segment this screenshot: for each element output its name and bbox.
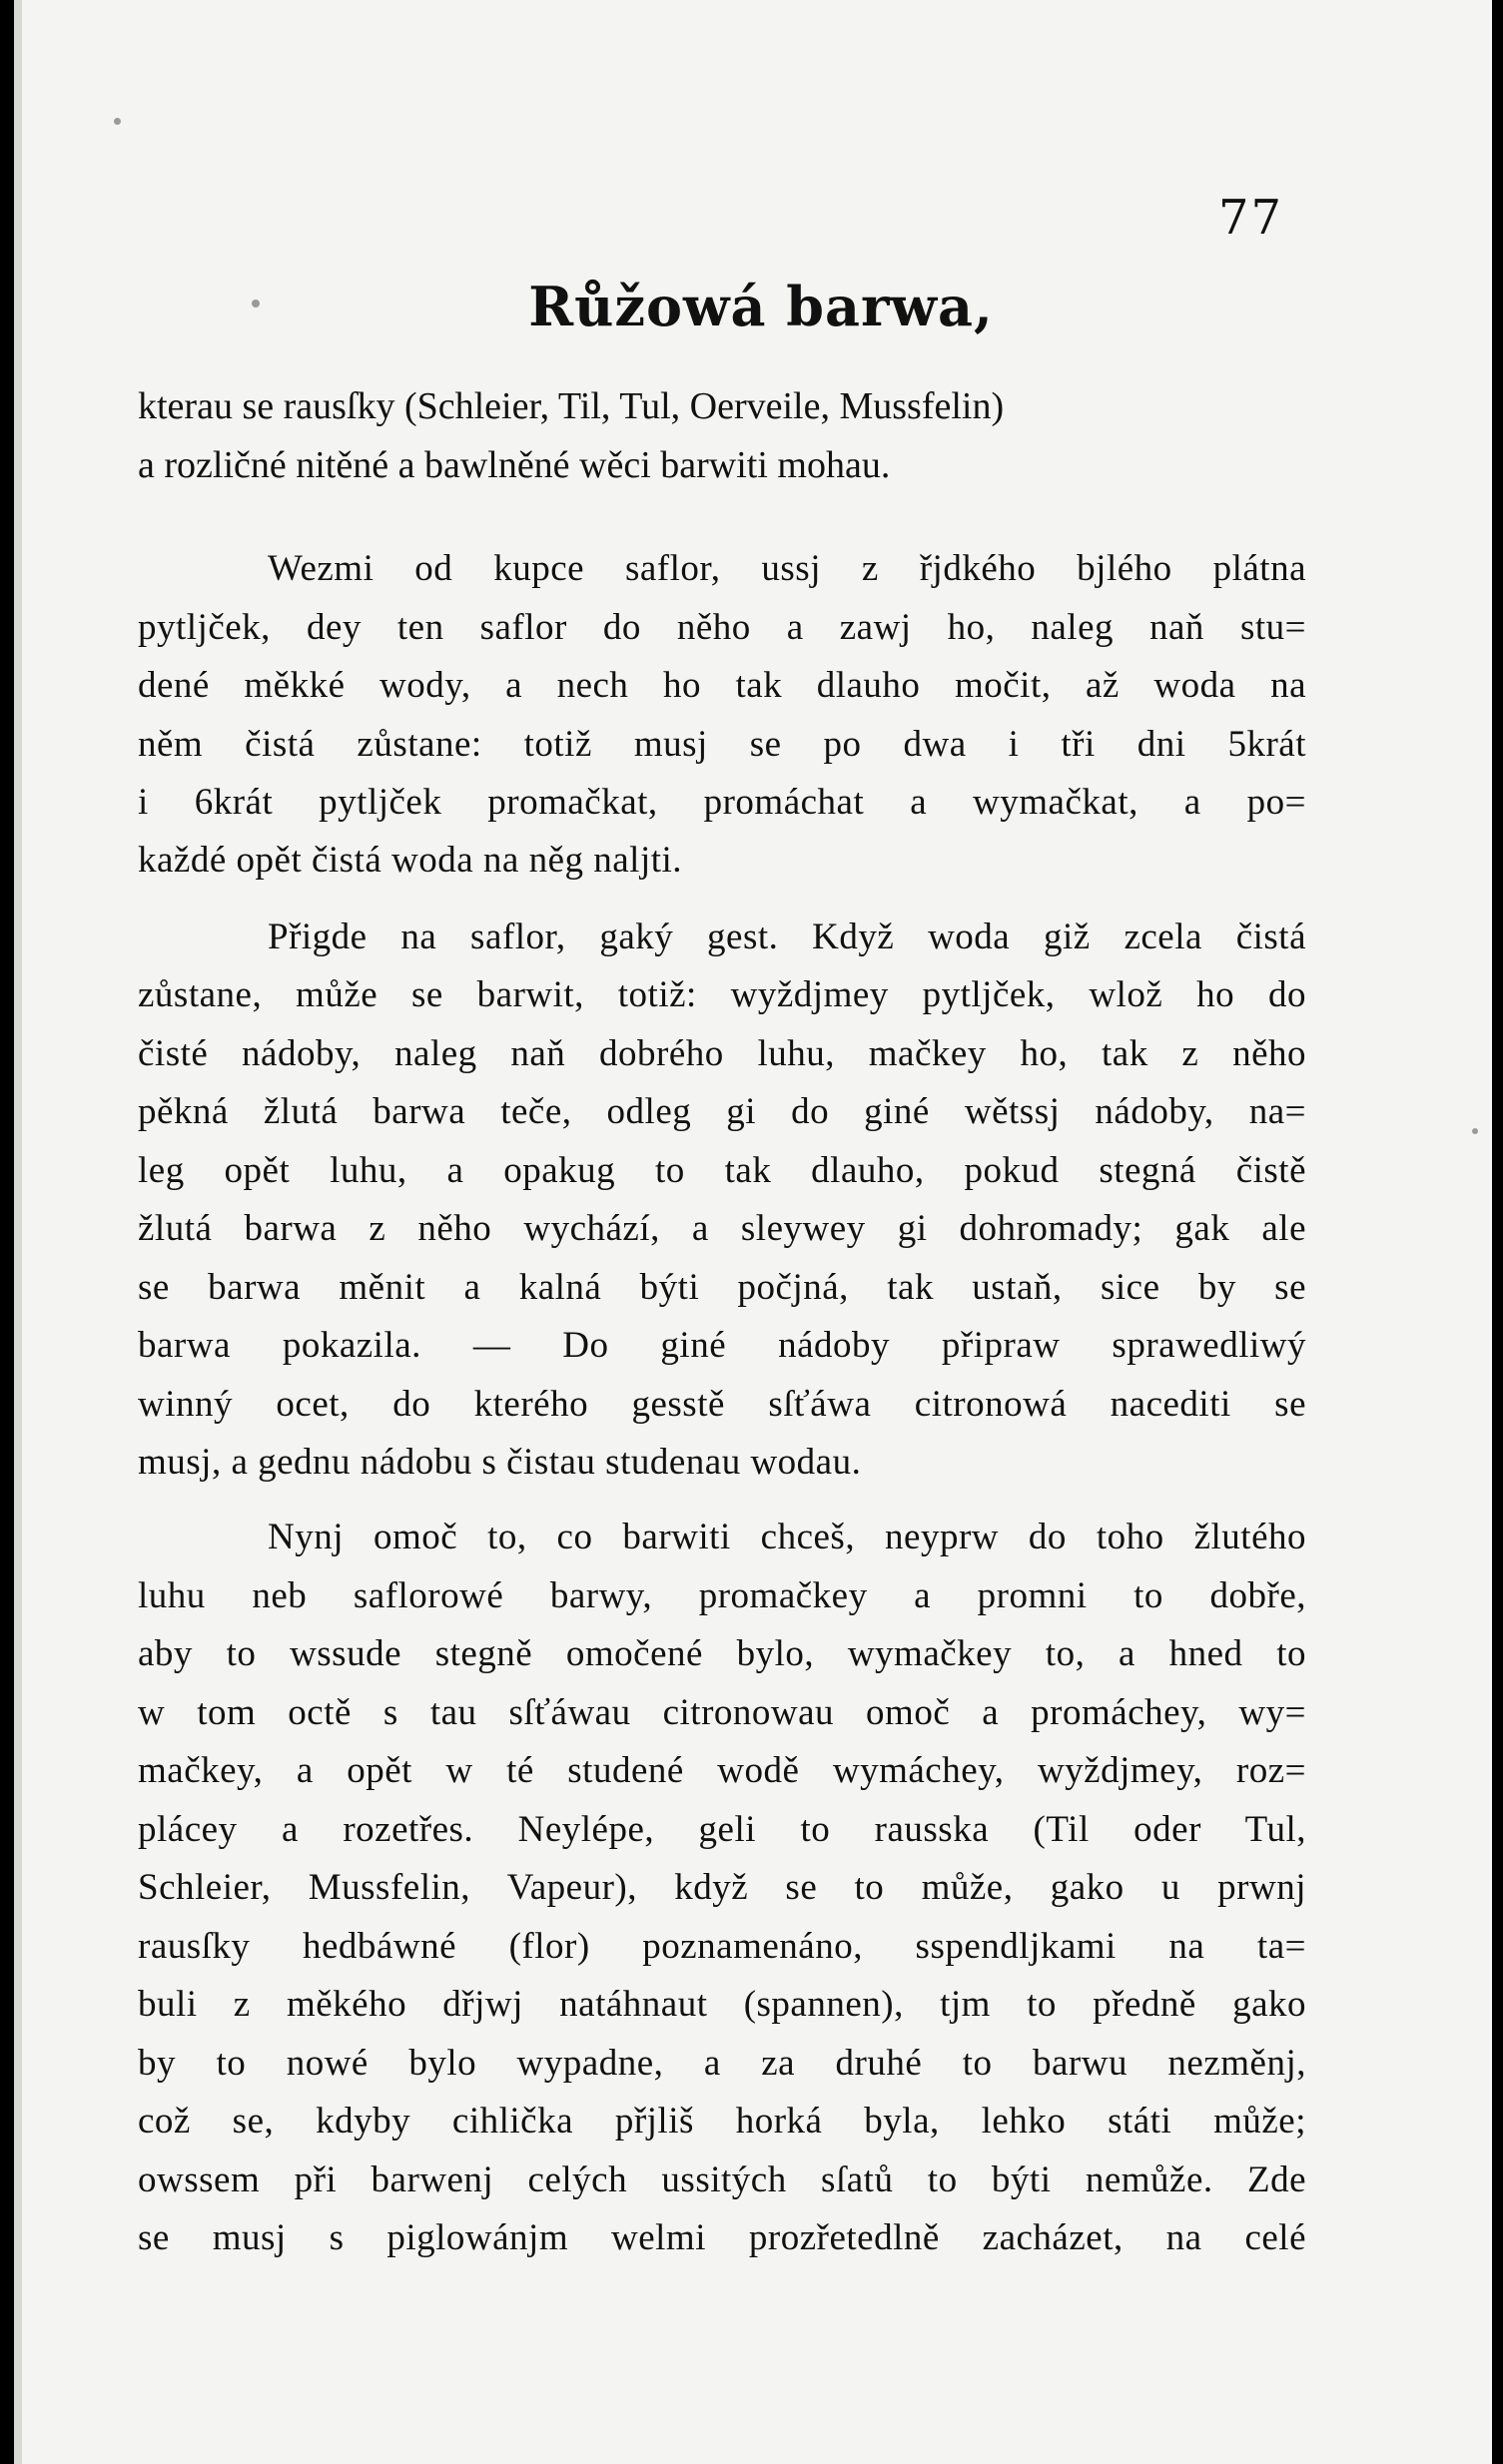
- text-line: w tom octě s tau sſťáwau citronowau omoč a promáchey, wy=: [138, 1692, 1306, 1733]
- text-line: žlutá barwa z něho wychází, a sleywey gi dohromady; gak ale: [138, 1208, 1306, 1249]
- text-line: něm čistá zůstane: totiž musj se po dwa i tři dni 5krát: [138, 724, 1306, 765]
- text-line: Schleier, Mussfelin, Vapeur), když se to může, gako u prwnj: [138, 1867, 1306, 1908]
- section-heading: Růžowá barwa,: [528, 275, 994, 338]
- text-line: mačkey, a opět w té studené wodě wymáchey, wyždjmey, roz=: [138, 1750, 1306, 1791]
- text-line: se barwa měnit a kalná býti počjná, tak ustaň, sice by se: [138, 1267, 1306, 1308]
- page-number: 77: [1218, 190, 1284, 246]
- print-speck: [252, 300, 260, 308]
- text-line: musj, a gednu nádobu s čistau studenau wodau.: [138, 1442, 862, 1483]
- text-line: se musj s piglowánjm welmi prozřetedlně zacházet, na celé: [138, 2217, 1306, 2258]
- text-line: i 6krát pytljček promačkat, promáchat a wymačkat, a po=: [138, 782, 1306, 823]
- text-line: plácey a rozetřes. Neylépe, geli to rausska (Til oder Tul,: [138, 1809, 1306, 1850]
- subtitle-line: a rozličné nitěné a bawlněné wěci barwiti mohau.: [138, 444, 891, 486]
- print-speck: [1472, 1128, 1478, 1134]
- text-line: barwa pokazila. — Do giné nádoby připraw sprawedliwý: [138, 1325, 1306, 1366]
- text-line: dené měkké wody, a nech ho tak dlauho močit, až woda na: [138, 665, 1306, 706]
- text-line: owssem při barwenj celých ussitých sſatů to býti nemůže. Zde: [138, 2159, 1306, 2200]
- book-page: [14, 0, 1492, 2464]
- text-line: rausſky hedbáwné (flor) poznamenáno, sspendljkami na ta=: [138, 1926, 1306, 1967]
- text-line: pytljček, dey ten saflor do něho a zawj ho, naleg naň stu=: [138, 607, 1306, 648]
- text-line: Přigde na saflor, gaký gest. Když woda giž zcela čistá: [268, 917, 1306, 957]
- print-speck: [114, 118, 121, 125]
- text-line: pěkná žlutá barwa teče, odleg gi do giné wětssj nádoby, na=: [138, 1091, 1306, 1132]
- text-line: winný ocet, do kterého gesstě sſťáwa citronowá nacediti se: [138, 1384, 1306, 1425]
- text-line: aby to wssude stegně omočené bylo, wymačkey to, a hned to: [138, 1633, 1306, 1674]
- text-line: Wezmi od kupce saflor, ussj z řjdkého bjlého plátna: [268, 548, 1306, 589]
- text-line: luhu neb saflorowé barwy, promačkey a promni to dobře,: [138, 1575, 1306, 1616]
- text-line: zůstane, může se barwit, totiž: wyždjmey pytljček, wlož ho do: [138, 974, 1306, 1015]
- text-line: každé opět čistá woda na něg naljti.: [138, 840, 683, 881]
- subtitle-line: kterau se rausſky (Schleier, Til, Tul, Oerveile, Mussfelin): [138, 385, 1005, 427]
- text-line: buli z měkého dřjwj natáhnaut (spannen), tjm to předně gako: [138, 1984, 1306, 2025]
- text-line: by to nowé bylo wypadne, a za druhé to barwu nezměnj,: [138, 2043, 1306, 2084]
- text-line: čisté nádoby, naleg naň dobrého luhu, mačkey ho, tak z něho: [138, 1033, 1306, 1074]
- text-line: leg opět luhu, a opakug to tak dlauho, pokud stegná čistě: [138, 1150, 1306, 1191]
- text-line: což se, kdyby cihlička přjliš horká byla, lehko státi může;: [138, 2101, 1306, 2142]
- text-line: Nynj omoč to, co barwiti chceš, neyprw do toho žlutého: [268, 1517, 1306, 1557]
